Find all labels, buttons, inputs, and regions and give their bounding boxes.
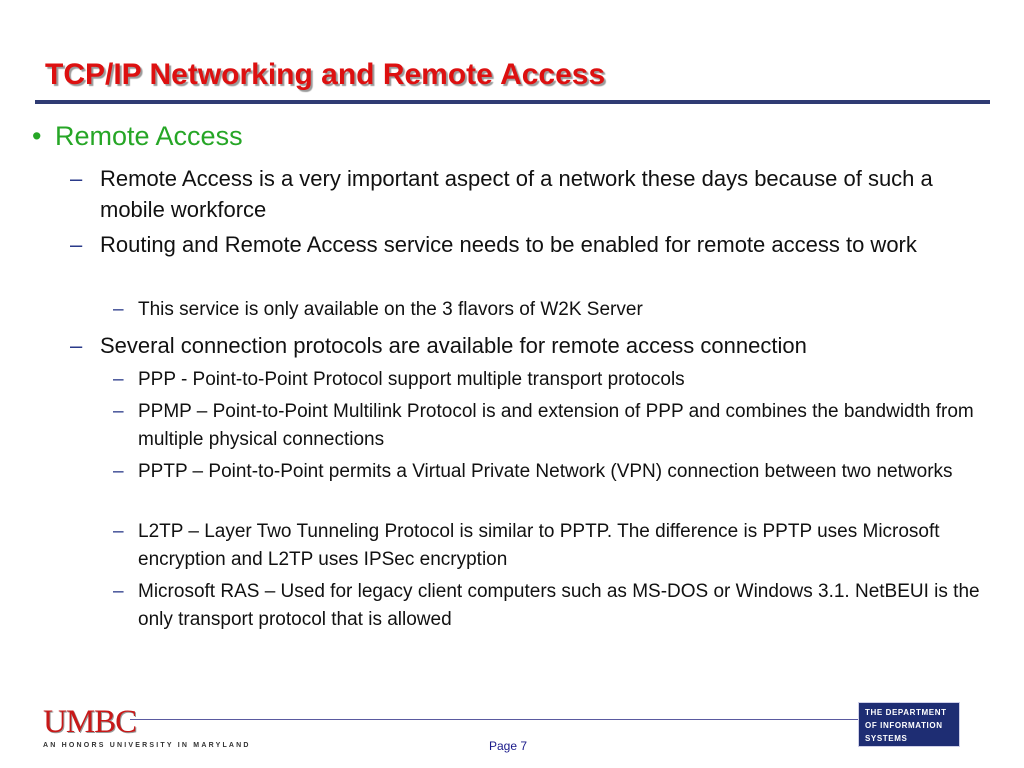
dash-icon: –: [70, 166, 83, 191]
dept-logo-line: THE DEPARTMENT: [865, 708, 947, 717]
list-item-text: Microsoft RAS – Used for legacy client computers such as MS-DOS or Windows 3.1. NetBEUI is the only transport protocol that is allowed: [138, 581, 980, 630]
list-item-text: Routing and Remote Access service needs to be enabled for remote access to work: [100, 232, 917, 257]
dash-icon: –: [70, 232, 83, 257]
heading-text: Remote Access: [55, 121, 243, 151]
list-item-text: L2TP – Layer Two Tunneling Protocol is similar to PPTP. The difference is PPTP uses Microsoft encryption and L2TP uses IPSec encryption: [138, 521, 940, 570]
dash-icon: –: [113, 461, 124, 482]
title-divider: [35, 100, 990, 104]
umbc-logo: [43, 705, 258, 755]
department-logo: [858, 702, 960, 747]
list-item-text: Remote Access is a very important aspect of a network these days because of such a mobile workforce: [100, 166, 933, 222]
dash-icon: –: [113, 369, 124, 390]
slide-title: TCP/IP Networking and Remote Access: [45, 58, 606, 91]
list-item-text: PPMP – Point-to-Point Multilink Protocol is and extension of PPP and combines the bandwidth from multiple physical connections: [138, 401, 974, 450]
umbc-logo-wordmark: UMBC: [43, 704, 137, 740]
dept-logo-line: OF INFORMATION: [865, 721, 943, 730]
dash-icon: –: [113, 401, 124, 422]
dash-icon: –: [70, 333, 83, 358]
dash-icon: –: [113, 521, 124, 542]
list-item-text: PPP - Point-to-Point Protocol support multiple transport protocols: [138, 369, 685, 390]
dash-icon: –: [113, 299, 124, 320]
list-item-text: PPTP – Point-to-Point permits a Virtual Private Network (VPN) connection between two networks: [138, 461, 953, 482]
list-item-text: Several connection protocols are available for remote access connection: [100, 333, 807, 358]
list-item-text: This service is only available on the 3 flavors of W2K Server: [138, 299, 643, 320]
bullet-icon: •: [32, 121, 42, 151]
page-number: Page 7: [489, 739, 528, 753]
dash-icon: –: [113, 581, 124, 602]
umbc-logo-tagline: AN HONORS UNIVERSITY IN MARYLAND: [43, 742, 251, 749]
dept-logo-line: SYSTEMS: [865, 734, 908, 743]
